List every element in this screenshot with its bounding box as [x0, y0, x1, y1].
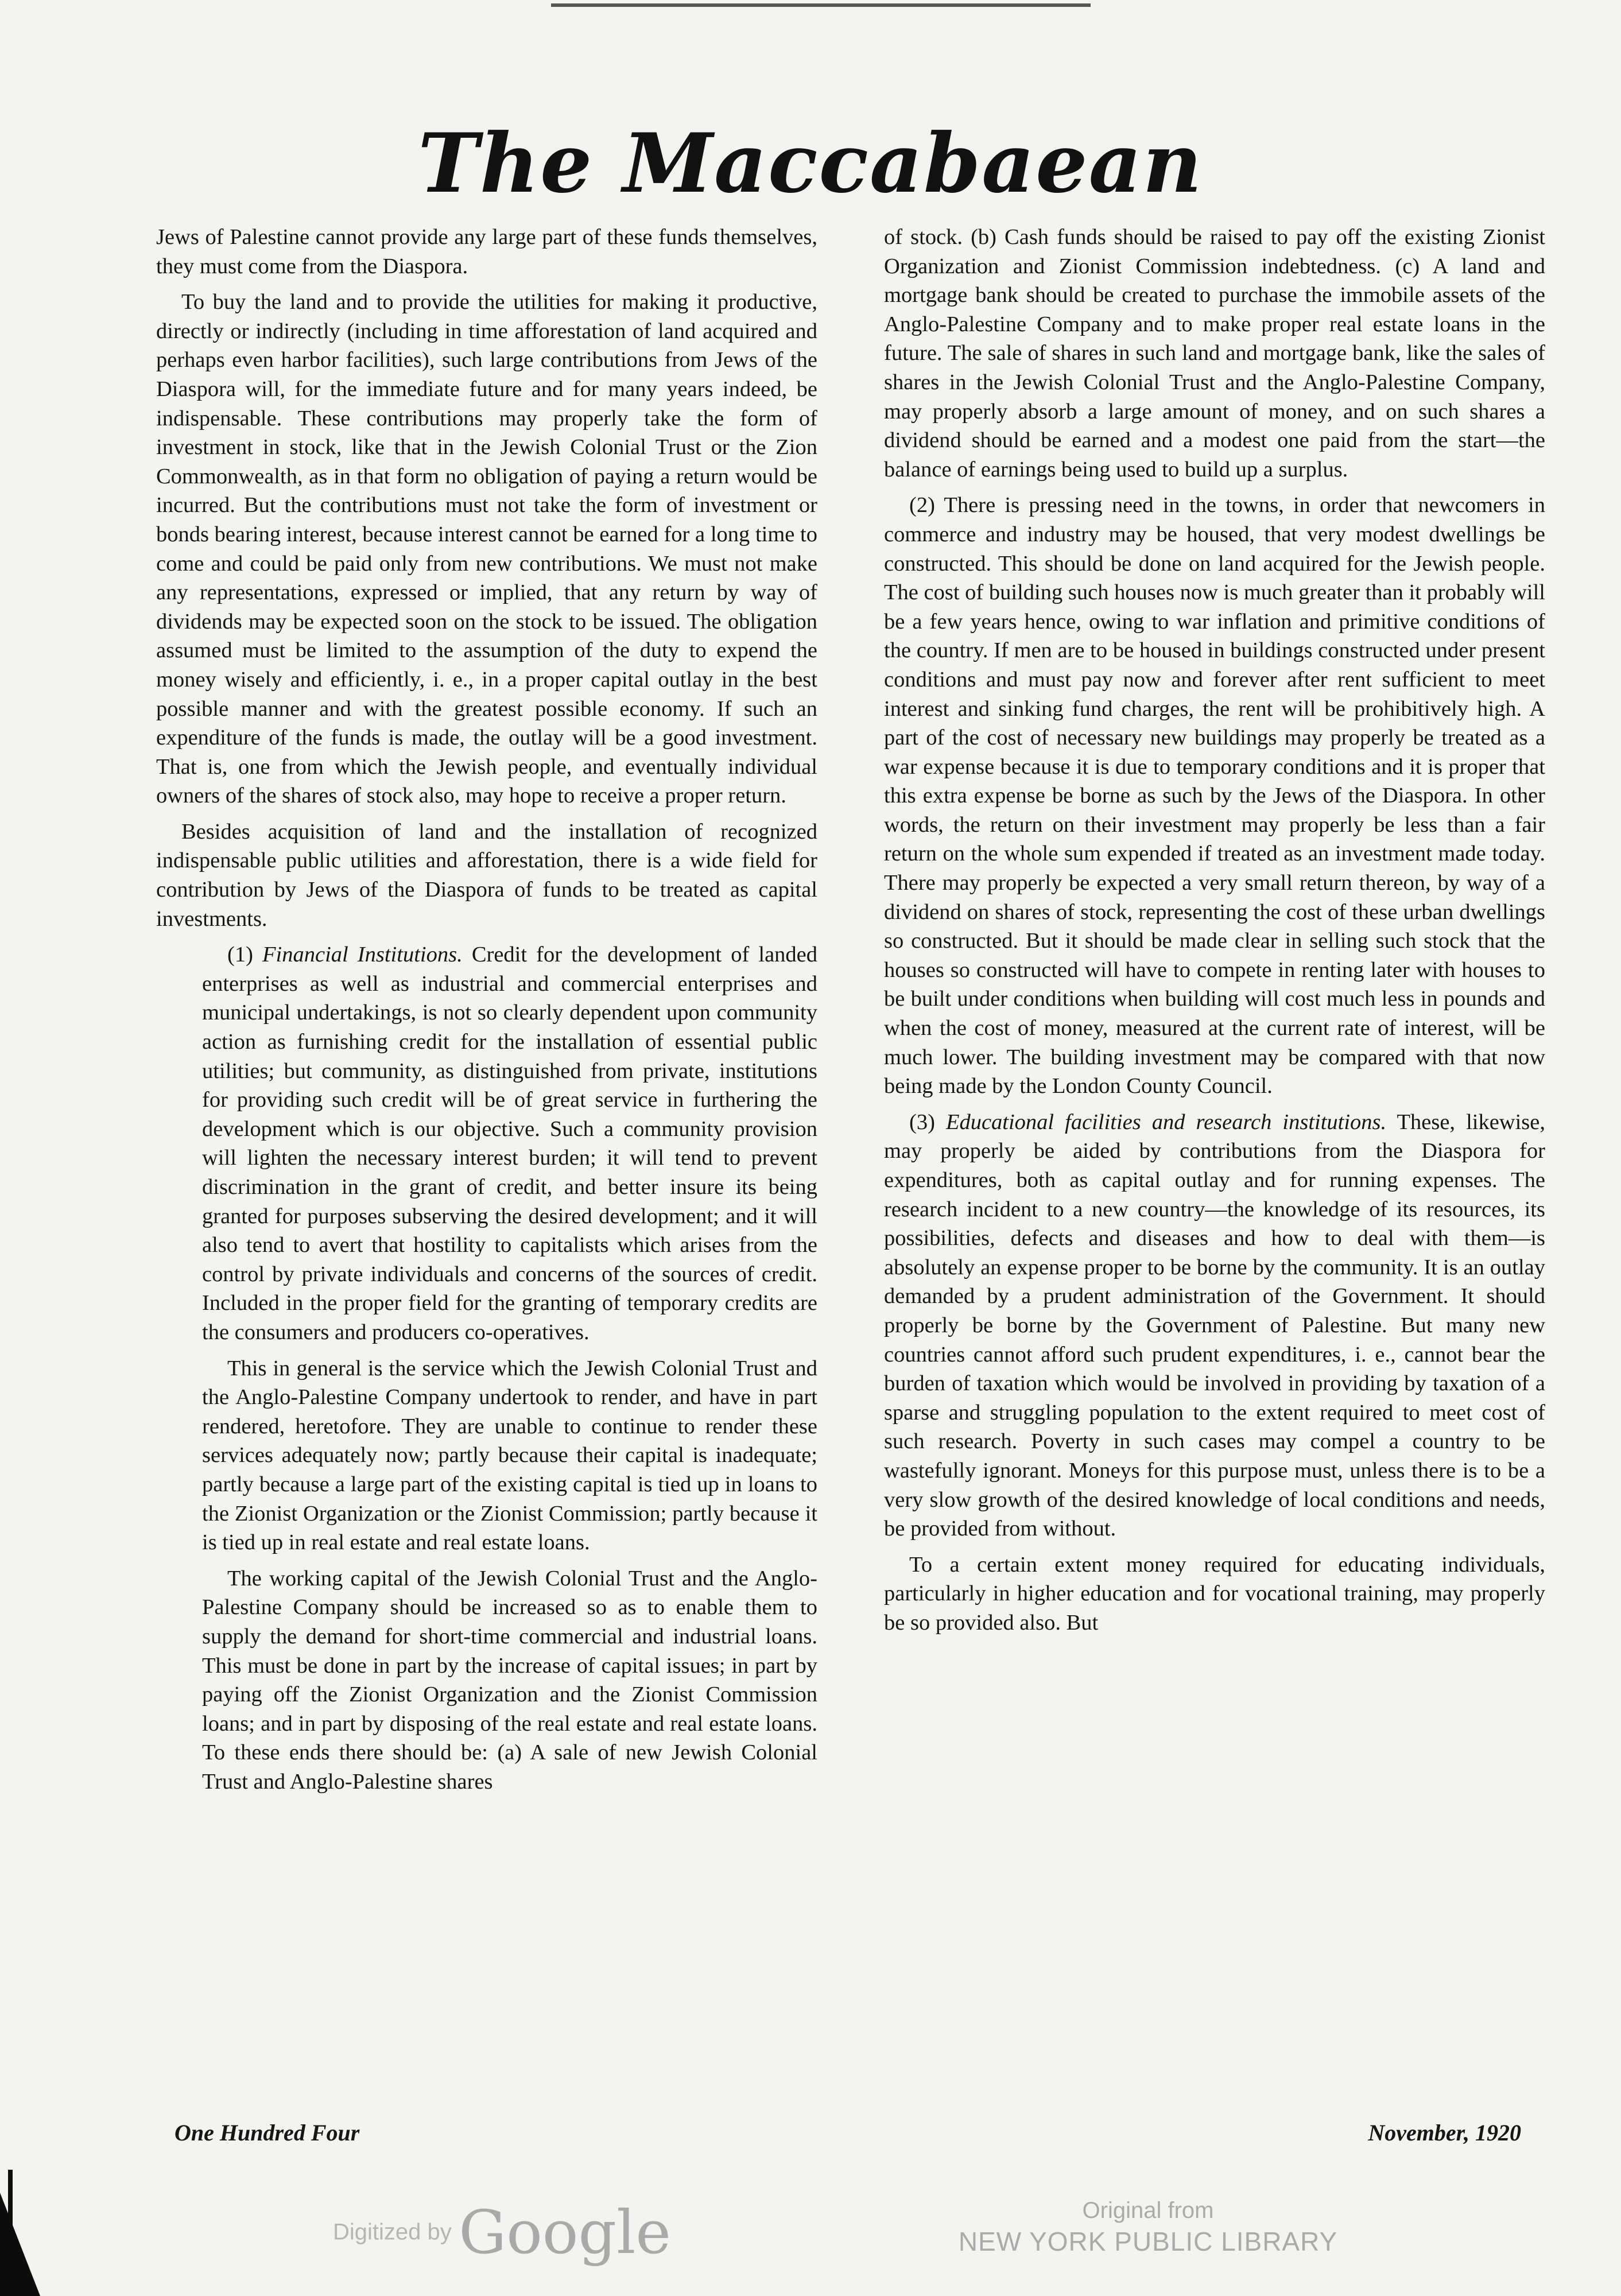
paragraph-text: Jews of Palestine cannot provide any large part of these funds themselves, they must come from the Diaspora. [156, 225, 817, 278]
section-heading: Financial Institutions. [262, 943, 463, 967]
paragraph [884, 1108, 1545, 1543]
paragraph-text: The working capital of the Jewish Colonial Trust and the Anglo-Palestine Company should be increased so as to enable them to supply the demand for short-time commercial and industrial loans. This must be done in part by the increase of capital issues; in part by paying off the Zionist Organization and the Zionist Commission loans; and in part by disposing of the real estate and real estate loans. To these ends there should be: (a) A sale of new Jewish Colonial Trust and Anglo-Palestine shares [202, 1566, 817, 1794]
paragraph [884, 491, 1545, 1100]
paragraph [202, 1564, 817, 1797]
paragraph [156, 223, 817, 281]
paragraph-text: To buy the land and to provide the utilities for making it productive, directly or indirectly (including in time afforestation of land acquired and perhaps even harbor facilities), such large contributions from Jews of the Diaspora will, for the immediate future and for many years indeed, be indispensable. These contributions may properly take the form of investment in stock, like that in the Jewish Colonial Trust or the Zion Commonwealth, as in that form no obligation of paying a return would be incurred. But the contributions must not take the form of investment or bonds bearing interest, because interest cannot be earned for a long time to come and could be paid only from new contributions. We must not make any representations, expressed or implied, that any return by way of dividends may be expected soon on the stock to be issued. The obligation assumed must be limited to the assumption of the duty to expend the money wisely and efficiently, i. e., in a proper capital outlay in the best possible manner and with the greatest possible economy. If such an expenditure of the funds is made, the outlay will be a good investment. That is, one from which the Jewish people, and eventually individual owners of the shares of stock also, may hope to receive a proper return. [156, 290, 817, 808]
issue-date-label: November, 1920 [1368, 2120, 1521, 2146]
paragraph-text: Credit for the development of landed enterprises as well as industrial and commercial enterprises and municipal undertakings, is not so clearly dependent upon community action as furnishing credit for the installation of essential public utilities; but community, as distinguished from private, institutions for providing such credit will be of great service in furthering the development which is our objective. Such a community provision will lighten the necessary interest burden; it will tend to prevent discrimination in the grant of credit, and better insure its being granted for purposes subserving the desired development; and it will also tend to avert that hostility to capitalists which arises from the control by private individuals and concerns of the sources of credit. Included in the proper field for the granting of temporary credits are the consumers and producers co-operatives. [202, 943, 817, 1344]
scan-edge-mark [0, 2193, 40, 2296]
paragraph [884, 223, 1545, 484]
paragraph-text: This in general is the service which the Jewish Colonial Trust and the Anglo-Palestine Company undertook to render, and have in part rendered, heretofore. They are unable to continue to render these services adequately now; partly because their capital is inadequate; partly because a large part of the existing capital is tied up in loans to the Zionist Organization or the Zionist Commission; partly because it is tied up in real estate and real estate loans. [202, 1356, 817, 1555]
paragraph-text: of stock. (b) Cash funds should be raised to pay off the existing Zionist Organization and Zionist Commission indebtedness. (c) A land and mortgage bank should be created to purchase the immobile assets of the Anglo-Palestine Company and to make proper real estate loans in the future. The sale of shares in such land and mortgage bank, like the sales of shares in the Jewish Colonial Trust and the Anglo-Palestine Company, may properly absorb a large amount of money, and on such shares a dividend should be earned and a modest one paid from the start—the balance of earnings being used to build up a surplus. [884, 225, 1545, 482]
page-number-label: One Hundred Four [174, 2120, 360, 2146]
google-logo: Google [459, 2197, 671, 2267]
paragraph [202, 940, 817, 1347]
original-from-text: Original from [1082, 2198, 1214, 2223]
section-number: (3) [909, 1110, 935, 1134]
paragraph-text: (2) There is pressing need in the towns, in order that newcomers in commerce and industry may be housed, that very modest dwellings be constructed. This should be done on land acquired for the Jewish people. The cost of building such houses now is much greater than it probably will be a few years hence, owing to war inflation and primitive conditions of the country. If men are to be housed in buildings constructed under present conditions and must pay now and forever after rent sufficient to meet interest and sinking fund charges, the rent will be prohibitively high. A part of the cost of necessary new buildings may properly be treated as a war expense because it is due to temporary conditions and it is proper that this extra expense be borne as such by the Jews of the Diaspora. In other words, the return on their investment may properly be less than a fair return on the whole sum expended if treated as an investment made today. There may properly be expected a very small return thereon, by way of a dividend on shares of stock, representing the cost of these urban dwellings so constructed. But it should be made clear in selling such stock that the houses so constructed will have to compete in renting later with houses to be built under conditions when building will cost much less in pounds and when the cost of money, measured at the current rate of interest, will be much lower. The building investment may be compared with that now being made by the London County Council. [884, 493, 1545, 1099]
paragraph [202, 1354, 817, 1557]
paragraph [156, 817, 817, 933]
paragraph [884, 1550, 1545, 1638]
right-column [884, 223, 1545, 2088]
paragraph-text: To a certain extent money required for educating individuals, particularly in higher education and for vocational training, may properly be so provided also. But [884, 1552, 1545, 1635]
top-edge-rule [551, 3, 1091, 7]
section-number: (1) [227, 943, 253, 967]
digitized-by-credit [333, 2197, 671, 2266]
paragraph [156, 288, 817, 810]
provenance-credit [930, 2196, 1366, 2258]
left-column [156, 223, 817, 2088]
masthead-title: The Maccabaean [418, 116, 1203, 211]
digitized-by-text: Digitized by [333, 2219, 452, 2245]
library-name: NEW YORK PUBLIC LIBRARY [958, 2227, 1338, 2256]
section-heading: Educational facilities and research institutions. [945, 1110, 1387, 1134]
paragraph-text: These, likewise, may properly be aided by contributions from the Diaspora for expenditures, both as capital outlay and for running expenses. The research incident to a new country—the knowledge of its resources, its possibilities, defects and diseases and how to deal with them—is absolutely an expense proper to be borne by the community. It is an outlay demanded by a prudent administration of the Government. It should properly be borne by the Government of Palestine. But many new countries cannot afford such prudent expenditures, i. e., cannot bear the burden of taxation which would be involved in providing by taxation of a sparse and struggling population to the extent required to meet cost of such research. Poverty in such cases may compel a country to be wastefully ignorant. Moneys for this purpose must, unless there is to be a very slow growth of the desired knowledge of local conditions and needs, be provided from without. [884, 1110, 1545, 1541]
paragraph-text: Besides acquisition of land and the installation of recognized indispensable public utilities and afforestation, there is a wide field for contribution by Jews of the Diaspora of funds to be treated as capital investments. [156, 819, 817, 931]
